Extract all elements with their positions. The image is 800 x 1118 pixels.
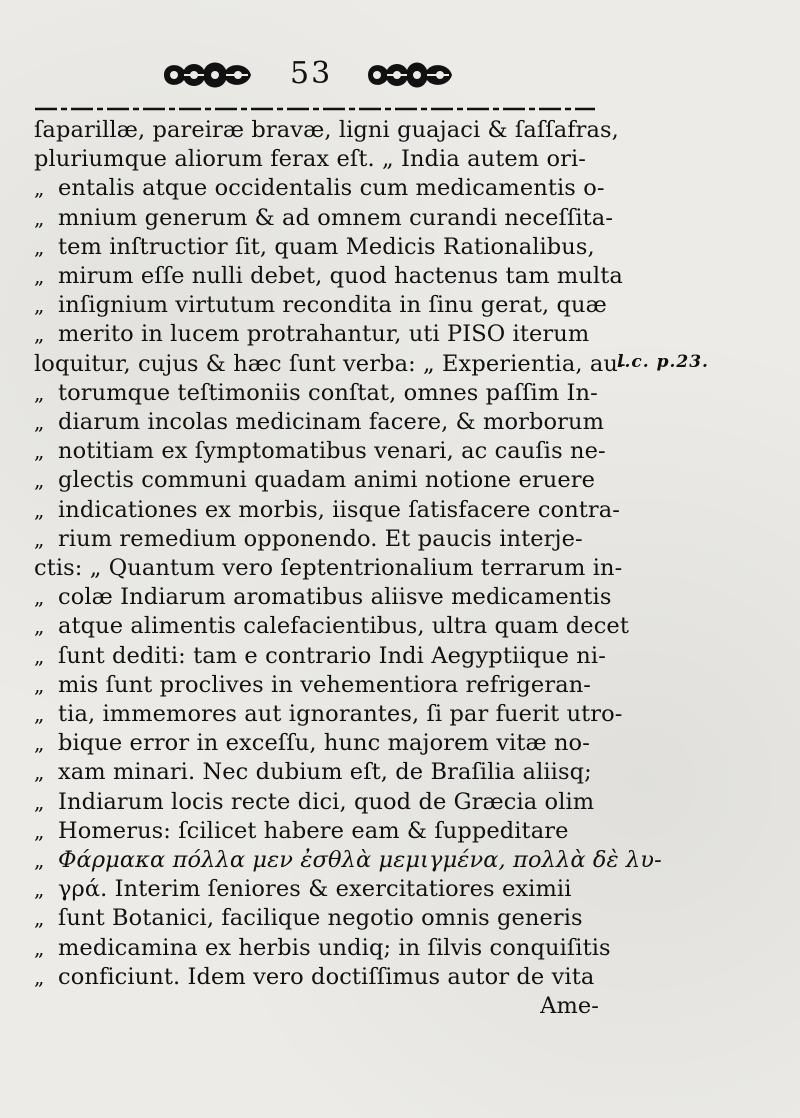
line-text: loquitur, cujus & hæc ſunt verba: „ Experientia, au- bbox=[34, 350, 626, 377]
line-text: medicamina ex herbis undiq; in ſilvis conquiſitis bbox=[58, 934, 611, 961]
text-line bbox=[34, 291, 609, 320]
line-text: merito in lucem protrahantur, uti PISO iterum bbox=[58, 321, 590, 348]
page-header bbox=[140, 56, 620, 100]
text-line bbox=[34, 320, 609, 349]
text-line bbox=[34, 729, 609, 758]
line-text: torumque teſtimoniis conſtat, omnes paſſim In- bbox=[58, 379, 598, 406]
text-line bbox=[34, 204, 614, 233]
text-line bbox=[34, 466, 609, 495]
quote-mark: „ bbox=[34, 410, 45, 435]
text-line bbox=[34, 145, 609, 174]
quote-mark: „ bbox=[34, 322, 45, 347]
line-text: γρά. Interim ſeniores & exercitatiores eximii bbox=[58, 876, 572, 903]
quote-mark: „ bbox=[34, 702, 45, 727]
text-line bbox=[34, 496, 620, 525]
line-text: glectis communi quadam animi notione eruere bbox=[58, 467, 596, 494]
text-line bbox=[34, 758, 609, 787]
text-line bbox=[34, 875, 609, 904]
quote-mark: „ bbox=[34, 731, 45, 756]
catchword: Ame- bbox=[540, 993, 599, 1020]
line-text: notitiam ex ſymptomatibus venari, ac cauſis ne- bbox=[58, 438, 606, 465]
text-line bbox=[34, 437, 609, 466]
quote-mark: „ bbox=[34, 264, 45, 289]
line-text: atque alimentis calefacientibus, ultra quam decet bbox=[58, 613, 629, 640]
text-line bbox=[34, 174, 609, 203]
text-line bbox=[34, 963, 609, 992]
line-text: mnium generum & ad omnem curandi neceſſita- bbox=[58, 204, 614, 231]
line-text: diarum incolas medicinam facere, & morborum bbox=[58, 409, 605, 436]
quote-mark: „ bbox=[34, 497, 45, 522]
text-line bbox=[34, 116, 619, 145]
quote-mark: „ bbox=[34, 468, 45, 493]
quote-mark: „ bbox=[34, 935, 45, 960]
text-line bbox=[34, 612, 629, 641]
quote-mark: „ bbox=[34, 789, 45, 814]
text-line bbox=[34, 408, 609, 437]
quote-mark: „ bbox=[34, 380, 45, 405]
margin-note: l.c. p.23. bbox=[617, 352, 709, 372]
text-line bbox=[34, 846, 662, 875]
line-text: pluriumque aliorum ferax eſt. „ India autem ori- bbox=[34, 146, 586, 173]
line-text: Indiarum locis recte dici, quod de Græcia olim bbox=[58, 788, 595, 815]
text-line bbox=[34, 583, 612, 612]
quote-mark: „ bbox=[34, 877, 45, 902]
line-text: xam minari. Nec dubium eſt, de Braſilia aliisq; bbox=[58, 759, 592, 786]
quote-mark: „ bbox=[34, 234, 45, 259]
text-line bbox=[34, 642, 609, 671]
quote-mark: „ bbox=[34, 672, 45, 697]
line-text: Homerus: ſcilicet habere eam & ſuppeditare bbox=[58, 817, 569, 844]
line-text: ctis: „ Quantum vero ſeptentrionalium terrarum in- bbox=[34, 555, 623, 582]
line-text: tia, immemores aut ignorantes, ſi par fuerit utro- bbox=[58, 701, 623, 728]
quote-mark: „ bbox=[34, 205, 45, 230]
quote-mark: „ bbox=[34, 848, 45, 873]
body-text bbox=[34, 116, 662, 1021]
page-number: 53 bbox=[290, 56, 333, 91]
quote-mark: „ bbox=[34, 906, 45, 931]
text-line bbox=[34, 817, 609, 846]
line-text: entalis atque occidentalis cum medicamentis o- bbox=[58, 175, 605, 202]
text-line bbox=[34, 262, 623, 291]
line-text: ſunt dediti: tam e contrario Indi Aegyptiique ni- bbox=[58, 642, 606, 669]
floral-ornament-right-icon bbox=[365, 58, 455, 92]
quote-mark: „ bbox=[34, 526, 45, 551]
text-line bbox=[34, 671, 609, 700]
line-text: Φάρμακα πόλλα μεν ἐσθλὰ μεμιγμένα, πολλὰ δὲ λυ- bbox=[58, 847, 662, 874]
line-text: inſignium virtutum recondita in ſinu gerat, quæ bbox=[58, 292, 607, 319]
line-text: mis ſunt proclives in vehementiora refrigeran- bbox=[58, 671, 592, 698]
line-text: colæ Indiarum aromatibus aliisve medicamentis bbox=[58, 584, 612, 611]
floral-ornament-left-icon bbox=[160, 58, 255, 92]
text-line bbox=[34, 700, 623, 729]
text-line bbox=[34, 379, 609, 408]
text-line bbox=[34, 904, 609, 933]
line-text: tem inſtructior ſit, quam Medicis Rationalibus, bbox=[58, 233, 595, 260]
quote-mark: „ bbox=[34, 643, 45, 668]
line-text: conficiunt. Idem vero doctiſſimus autor de vita bbox=[58, 963, 595, 990]
line-text: ſaparillæ, pareiræ bravæ, ligni guajaci & ſaſſafras, bbox=[34, 117, 619, 143]
quote-mark: „ bbox=[34, 964, 45, 989]
quote-mark: „ bbox=[34, 585, 45, 610]
text-line bbox=[34, 525, 609, 554]
quote-mark: „ bbox=[34, 818, 45, 843]
text-line bbox=[34, 934, 609, 963]
line-text: indicationes ex morbis, iisque ſatisfacere contra- bbox=[58, 496, 620, 523]
line-text: bique error in exceſſu, hunc majorem vitæ no- bbox=[58, 730, 590, 757]
text-line bbox=[34, 350, 626, 379]
quote-mark: „ bbox=[34, 293, 45, 318]
line-text: mirum eſſe nulli debet, quod hactenus tam multa bbox=[58, 263, 623, 290]
text-line bbox=[34, 788, 609, 817]
text-line bbox=[34, 554, 623, 583]
line-text: rium remedium opponendo. Et paucis interje- bbox=[58, 525, 583, 552]
quote-mark: „ bbox=[34, 176, 45, 201]
text-line bbox=[34, 233, 609, 262]
line-text: ſunt Botanici, facilique negotio omnis generis bbox=[58, 905, 583, 932]
header-rule bbox=[35, 106, 595, 112]
quote-mark: „ bbox=[34, 614, 45, 639]
quote-mark: „ bbox=[34, 439, 45, 464]
quote-mark: „ bbox=[34, 760, 45, 785]
